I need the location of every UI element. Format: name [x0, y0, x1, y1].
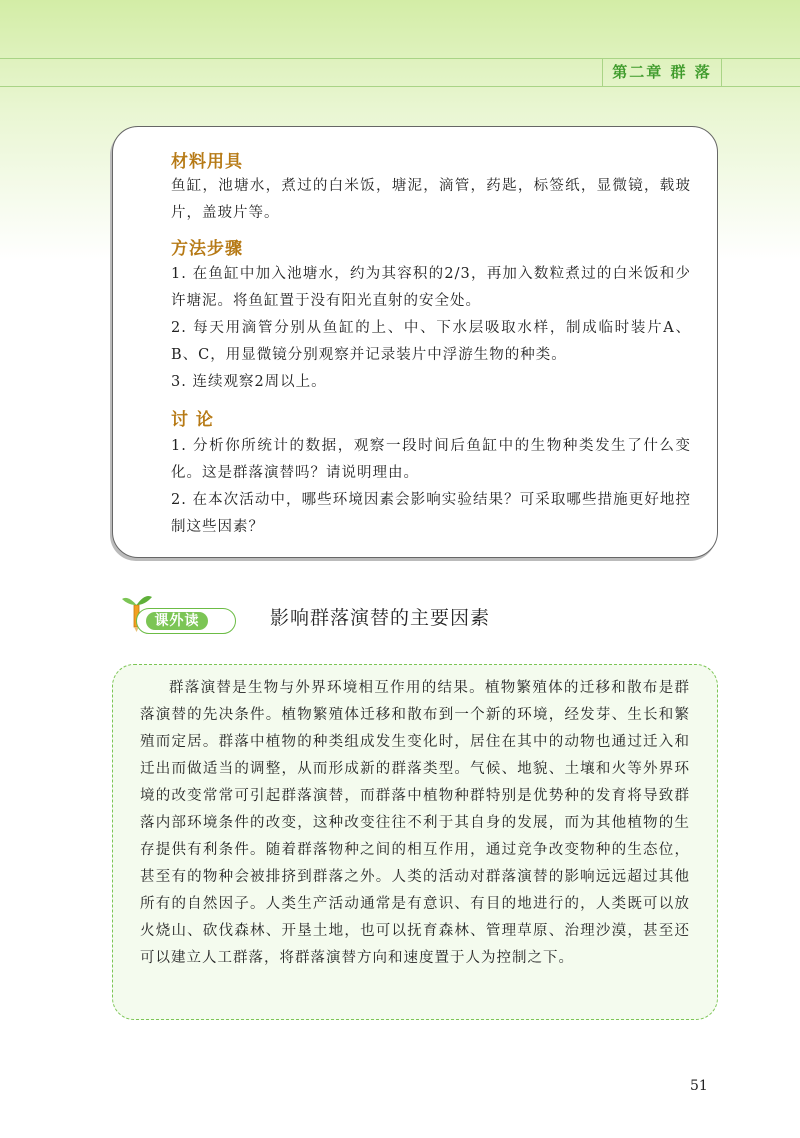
method-step-2: 2. 每天用滴管分别从鱼缸的上、中、下水层吸取水样，制成临时装片A、B、C，用显微镜分别观察并记录装片中浮游生物的种类。	[171, 320, 691, 363]
header-rule-bottom	[0, 86, 800, 87]
chapter-label: 第二章 群 落	[602, 58, 722, 86]
page-number: 51	[690, 1078, 708, 1094]
method-step-1: 1. 在鱼缸中加入池塘水，约为其容积的2/3，再加入数粒煮过的白米饭和少许塘泥。将鱼缸置于没有阳光直射的安全处。	[171, 266, 691, 309]
methods-heading: 方法步骤	[171, 239, 243, 259]
discussion-question-2: 2. 在本次活动中，哪些环境因素会影响实验结果？可采取哪些措施更好地控制这些因素？	[171, 492, 691, 535]
reading-body: 群落演替是生物与外界环境相互作用的结果。植物繁殖体的迁移和散布是群落演替的先决条件。植物繁殖体迁移和散布到一个新的环境，经发芽、生长和繁殖而定居。群落中植物的种类组成发生变化时，居住在其中的动物也通过迁入和迁出而做适当的调整，从而形成新的群落类型。气候、地貌、土壤和火等外界环境的改变常常可引起群落演替，而群落中植物种群特别是优势种的发育将导致群落内部环境条件的改变，这种改变往往不利于其自身的发展，而为其他植物的生存提供有利条件。随着群落物种之间的相互作用，通过竞争改变物种的生态位，甚至有的物种会被排挤到群落之外。人类的活动对群落演替的影响远远超过其他所有的自然因子。人类生产活动通常是有意识、有目的地进行的，人类既可以放火烧山、砍伐森林、开垦土地，也可以抚育森林、管理草原、治理沙漠，甚至还可以建立人工群落，将群落演替方向和速度置于人为控制之下。	[140, 680, 690, 966]
discussion-heading: 讨 论	[171, 410, 214, 430]
reading-title: 影响群落演替的主要因素	[270, 607, 491, 629]
materials-text: 鱼缸，池塘水，煮过的白米饭，塘泥，滴管，药匙，标签纸，显微镜，载玻片，盖玻片等。	[171, 178, 691, 221]
badge-label: 课外读	[146, 612, 208, 630]
reading-badge	[118, 599, 238, 635]
method-step-3: 3. 连续观察2周以上。	[171, 374, 327, 390]
discussion-question-1: 1. 分析你所统计的数据，观察一段时间后鱼缸中的生物种类发生了什么变化。这是群落演替吗？请说明理由。	[171, 438, 691, 481]
materials-heading: 材料用具	[171, 152, 243, 172]
